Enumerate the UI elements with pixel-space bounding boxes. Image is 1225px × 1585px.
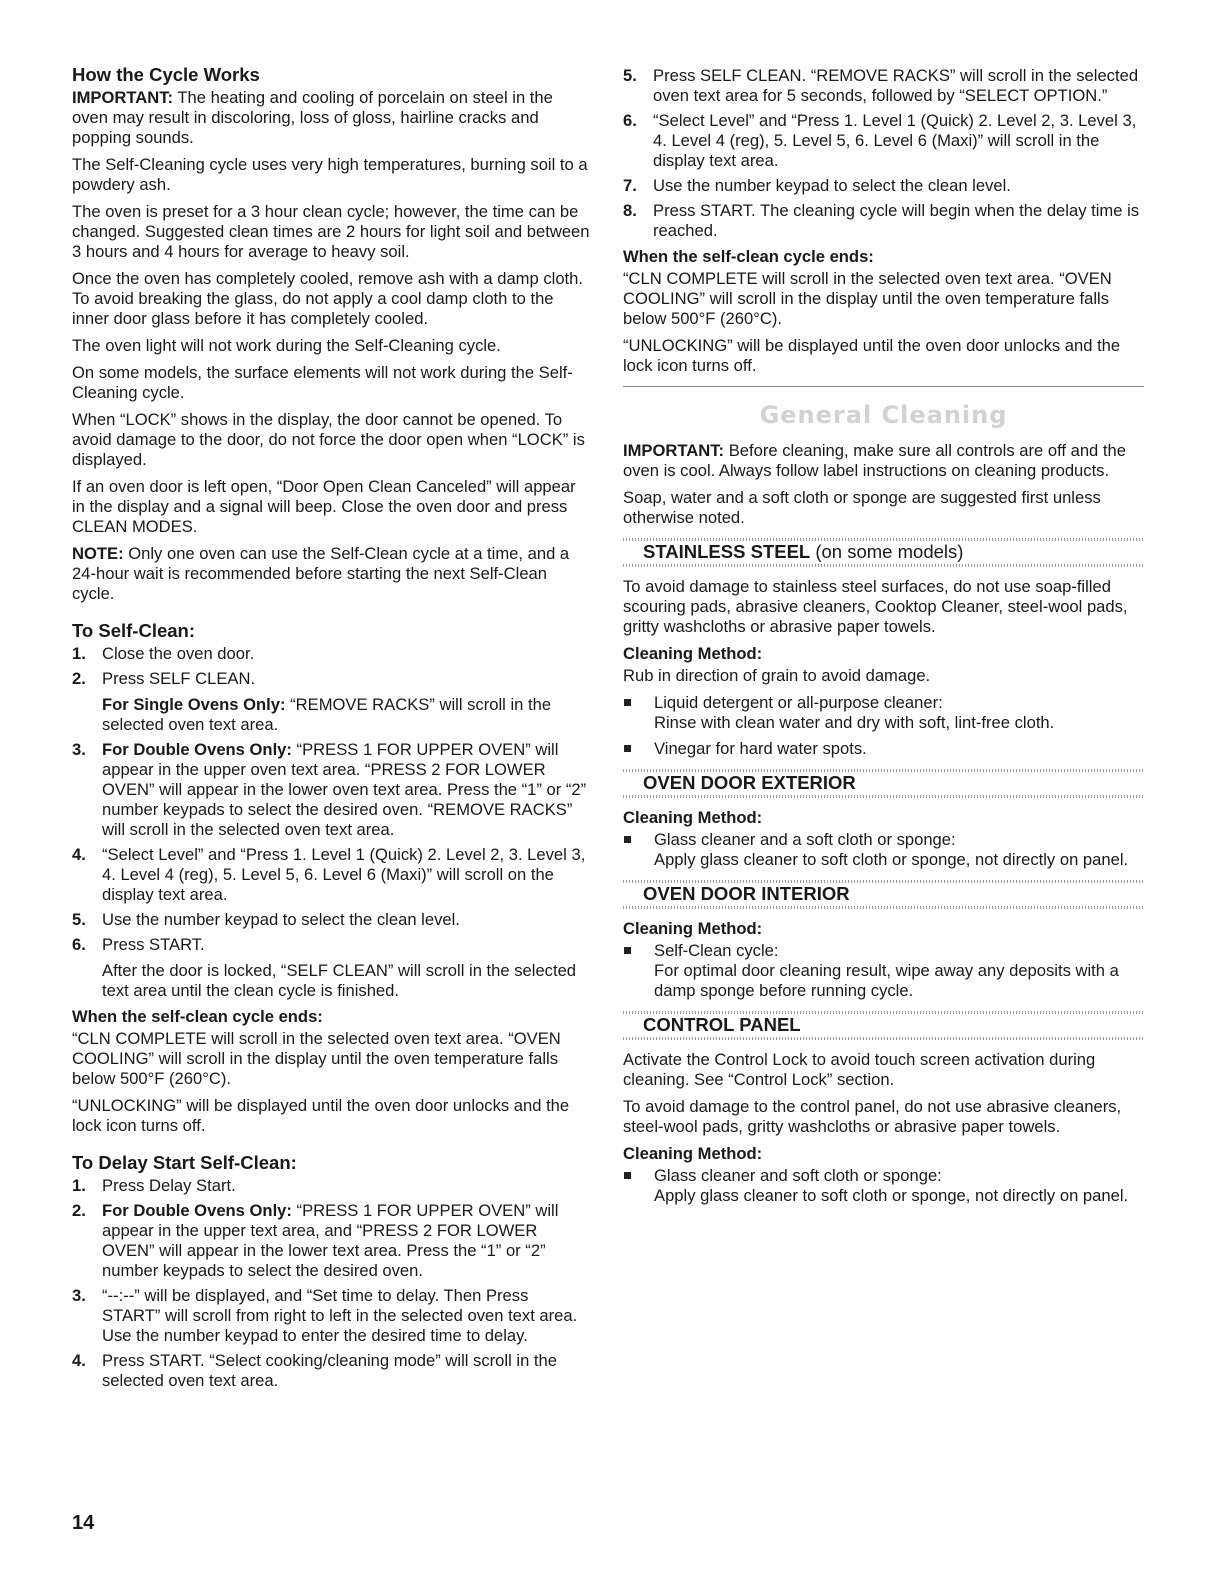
step-item: 1. Press Delay Start.	[72, 1176, 236, 1195]
square-bullet-icon	[624, 745, 631, 752]
paragraph: The oven is preset for a 3 hour clean cycle; however, the time can be changed. Suggested clean times are 2 hours for light soil and between 3 hours and 4 hours for average to heavy soil.	[72, 202, 590, 261]
cleaning-method-label: Cleaning Method:	[623, 919, 763, 938]
paragraph: “UNLOCKING” will be displayed until the oven door unlocks and the lock icon turns off.	[623, 336, 1121, 375]
paragraph: “UNLOCKING” will be displayed until the oven door unlocks and the lock icon turns off.	[72, 1096, 570, 1135]
oven-door-exterior-header: OVEN DOOR EXTERIOR	[623, 769, 1144, 798]
paragraph: The oven light will not work during the Self-Cleaning cycle.	[72, 336, 501, 355]
bullet-list	[623, 1166, 1144, 1206]
step-item: 8. Press START. The cleaning cycle will begin when the delay time is reached.	[623, 201, 1140, 240]
cycle-ends-heading: When the self-clean cycle ends:	[72, 1007, 323, 1026]
important-paragraph: IMPORTANT: The heating and cooling of porcelain on steel in the oven may result in discoloring, loss of gloss, hairline cracks and popping sounds.	[72, 88, 553, 147]
paragraph: When “LOCK” shows in the display, the door cannot be opened. To avoid damage to the door, do not force the door open when “LOCK” is displayed.	[72, 410, 585, 469]
page-number: 14	[72, 1512, 95, 1534]
paragraph: Once the oven has completely cooled, remove ash with a damp cloth. To avoid breaking the glass, do not apply a cool damp cloth to the inner door glass before it has completely cooled.	[72, 269, 583, 328]
bullet-item: Self-Clean cycle: For optimal door cleaning result, wipe away any deposits with a damp sponge before running cycle.	[623, 941, 1144, 1001]
oven-door-interior-header: OVEN DOOR INTERIOR	[623, 880, 1144, 909]
paragraph: If an oven door is left open, “Door Open Clean Canceled” will appear in the display and a signal will beep. Close the oven door and press CLEAN MODES.	[72, 477, 576, 536]
paragraph: The Self-Cleaning cycle uses very high temperatures, burning soil to a powdery ash.	[72, 155, 588, 194]
general-cleaning-title: General Cleaning	[759, 401, 1008, 429]
paragraph: Soap, water and a soft cloth or sponge are suggested first unless otherwise noted.	[623, 488, 1101, 527]
note-paragraph: NOTE: Only one oven can use the Self-Clean cycle at a time, and a 24-hour wait is recommended before starting the next Self-Clean cycle.	[72, 544, 570, 603]
paragraph: To avoid damage to stainless steel surfaces, do not use soap-filled scouring pads, abrasive cleaners, Cooktop Cleaner, steel-wool pads, gritty washcloths or abrasive paper towels.	[623, 577, 1128, 636]
paragraph: On some models, the surface elements will not work during the Self-Cleaning cycle.	[72, 363, 573, 402]
delay-start-heading: To Delay Start Self-Clean:	[72, 1152, 297, 1173]
section-divider	[623, 386, 1144, 387]
bullet-item: Liquid detergent or all-purpose cleaner: Rinse with clean water and dry with soft, lint-free cloth.	[623, 693, 1144, 733]
bullet-item: Glass cleaner and a soft cloth or sponge: Apply glass cleaner to soft cloth or sponge, not directly on panel.	[623, 830, 1144, 870]
square-bullet-icon	[624, 836, 631, 843]
paragraph: To avoid damage to the control panel, do not use abrasive cleaners, steel-wool pads, gritty washcloths or abrasive paper towels.	[623, 1097, 1122, 1136]
paragraph: “CLN COMPLETE will scroll in the selected oven text area. “OVEN COOLING” will scroll in the display until the oven temperature falls below 500°F (260°C).	[623, 269, 1112, 328]
bullet-item: Vinegar for hard water spots.	[623, 739, 1144, 759]
step-item: 4. “Select Level” and “Press 1. Level 1 (Quick) 2. Level 2, 3. Level 3, 4. Level 4 (reg), 5. Level 5, 6. Level 6 (Maxi)” will scroll on the display text area.	[72, 845, 586, 904]
step-item: 4. Press START. “Select cooking/cleaning mode” will scroll in the selected oven text area.	[72, 1351, 557, 1390]
bullet-item: Glass cleaner and soft cloth or sponge: Apply glass cleaner to soft cloth or sponge, not directly on panel.	[623, 1166, 1144, 1206]
step-item: 3. “--:--” will be displayed, and “Set time to delay. Then Press START” will scroll from right to left in the selected oven text area. Use the number keypad to enter the desired time to delay.	[72, 1286, 578, 1345]
stainless-steel-header: STAINLESS STEEL (on some models)	[623, 538, 1144, 567]
delay-steps	[72, 1176, 590, 1391]
right-column	[623, 66, 1144, 1212]
step-item: 6. “Select Level” and “Press 1. Level 1 (Quick) 2. Level 2, 3. Level 3, 4. Level 4 (reg), 5. Level 5, 6. Level 6 (Maxi)” will scroll in the display text area.	[623, 111, 1137, 170]
self-clean-steps	[72, 644, 590, 1001]
cleaning-method-label: Cleaning Method:	[623, 808, 763, 827]
cleaning-method-label: Cleaning Method:	[623, 644, 763, 663]
how-cycle-works-heading: How the Cycle Works	[72, 64, 260, 85]
step-item: 6. Press START. After the door is locked, “SELF CLEAN” will scroll in the selected text area until the clean cycle is finished.	[72, 935, 590, 1001]
bullet-list	[623, 693, 1144, 759]
step-continuation: After the door is locked, “SELF CLEAN” will scroll in the selected text area until the clean cycle is finished.	[102, 961, 577, 1000]
important-paragraph: IMPORTANT: Before cleaning, make sure all controls are off and the oven is cool. Always follow label instructions on cleaning products.	[623, 441, 1126, 480]
cycle-ends-heading: When the self-clean cycle ends:	[623, 247, 874, 266]
paragraph: Activate the Control Lock to avoid touch screen activation during cleaning. See “Control Lock” section.	[623, 1050, 1096, 1089]
step-item: 5. Press SELF CLEAN. “REMOVE RACKS” will scroll in the selected oven text area for 5 seconds, followed by “SELECT OPTION.”	[623, 66, 1139, 105]
to-self-clean-heading: To Self-Clean:	[72, 620, 195, 641]
step-item: 2. For Double Ovens Only: “PRESS 1 FOR UPPER OVEN” will appear in the upper text area, and “PRESS 2 FOR LOWER OVEN” will appear in the lower text area. Press the “1” or “2” number keypads to select the desired oven.	[72, 1201, 559, 1280]
step-item: 2. Press SELF CLEAN. For Single Ovens Only: “REMOVE RACKS” will scroll in the selected oven text area.	[72, 669, 590, 735]
left-column	[72, 64, 590, 1397]
cleaning-method-label: Cleaning Method:	[623, 1144, 763, 1163]
step-item: 1. Close the oven door.	[72, 644, 255, 663]
paragraph: Rub in direction of grain to avoid damage.	[623, 666, 931, 685]
paragraph: “CLN COMPLETE will scroll in the selected oven text area. “OVEN COOLING” will scroll in the display until the oven temperature falls below 500°F (260°C).	[72, 1029, 561, 1088]
control-panel-header: CONTROL PANEL	[623, 1011, 1144, 1040]
delay-steps-continued	[623, 66, 1144, 241]
step-item: 7. Use the number keypad to select the clean level.	[623, 176, 1011, 195]
step-item: 5. Use the number keypad to select the clean level.	[72, 910, 460, 929]
square-bullet-icon	[624, 1172, 631, 1179]
step-item: 3. For Double Ovens Only: “PRESS 1 FOR UPPER OVEN” will appear in the upper oven text area. “PRESS 2 FOR LOWER OVEN” will appear in the lower oven text area. Press the “1” or “2” number keypads to select the desired oven. “REMOVE RACKS” will scroll in the selected oven text area.	[72, 740, 587, 839]
bullet-list	[623, 941, 1144, 1001]
square-bullet-icon	[624, 699, 631, 706]
step-continuation: For Single Ovens Only: “REMOVE RACKS” will scroll in the selected oven text area.	[102, 695, 552, 734]
bullet-list	[623, 830, 1144, 870]
square-bullet-icon	[624, 947, 631, 954]
